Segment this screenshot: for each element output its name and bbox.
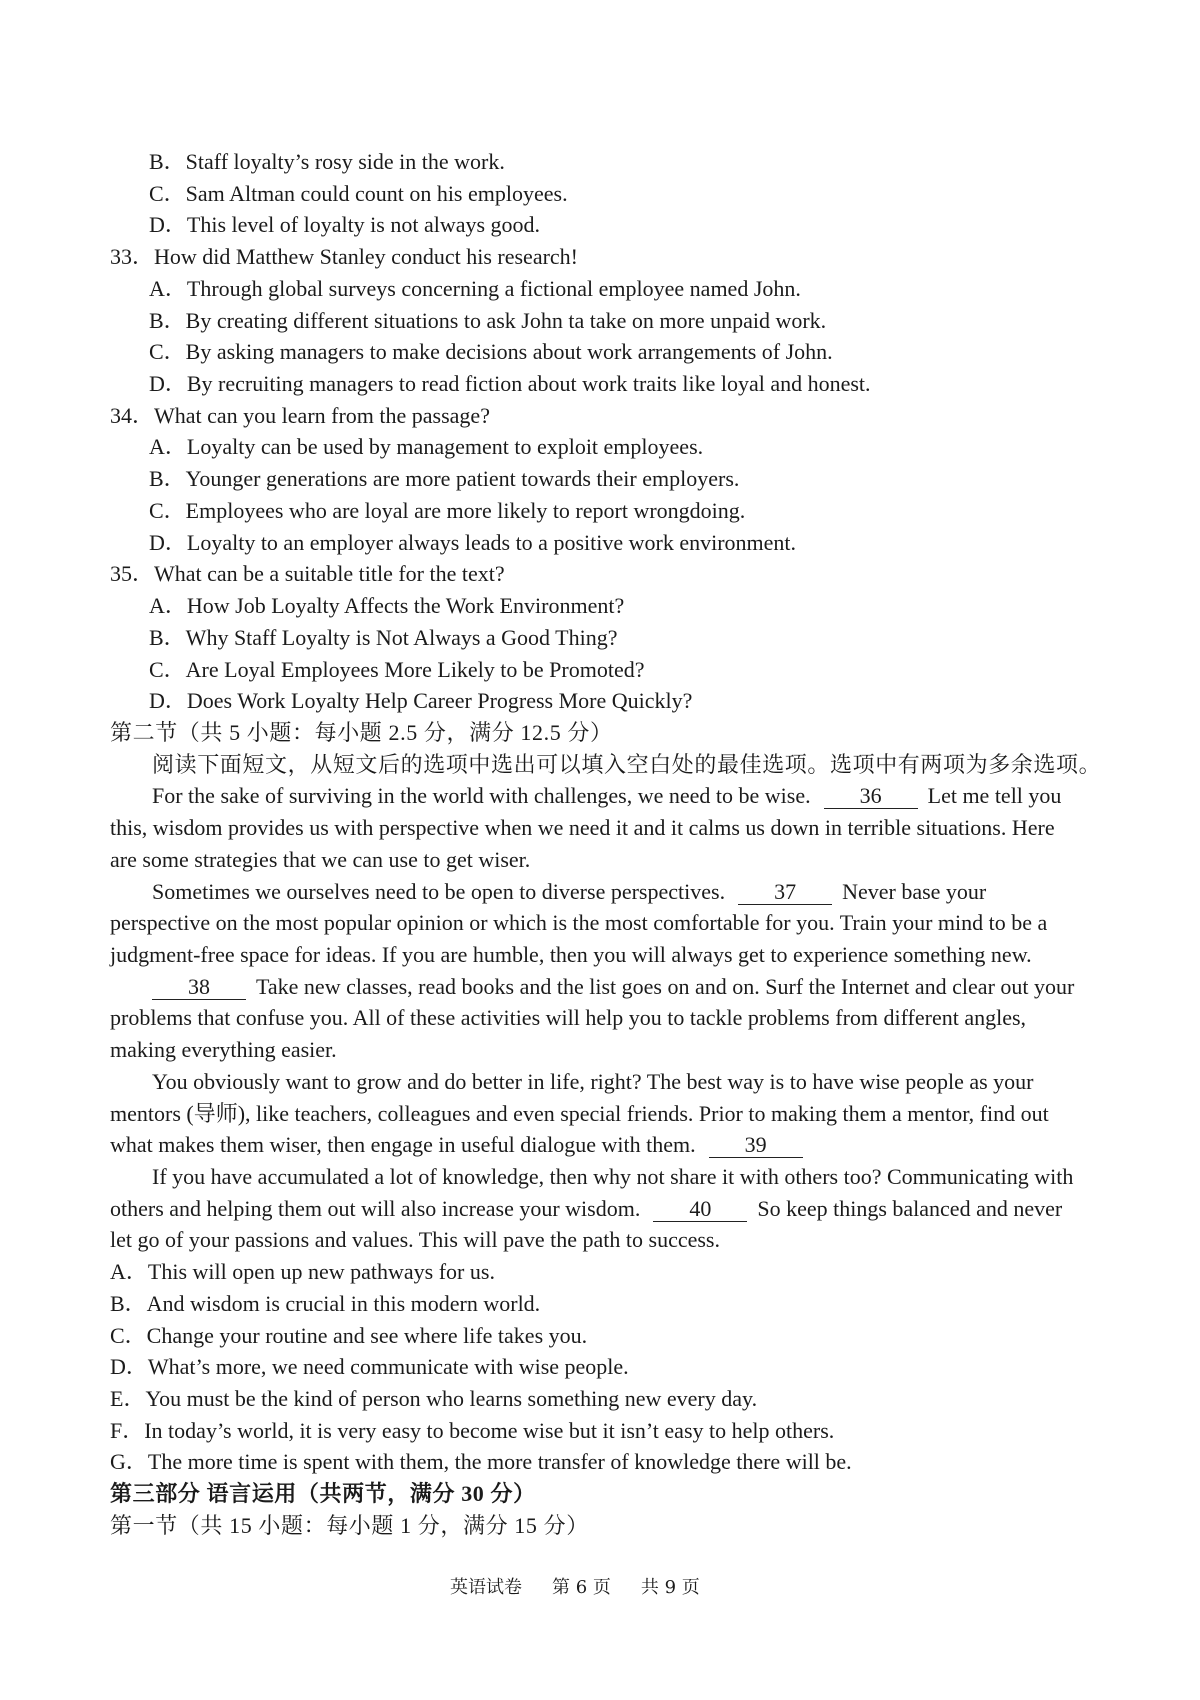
- page-footer: [450, 1576, 700, 1600]
- footer-page-number: 第 6 页: [552, 1577, 611, 1598]
- passage-line: mentors (导师), like teachers, colleagues and even special friends. Prior to making them a mentor, find out: [110, 1100, 1049, 1126]
- option-line: D．Loyalty to an employer always leads to a positive work environment.: [149, 529, 797, 555]
- passage-option: A．This will open up new pathways for us.: [110, 1259, 495, 1285]
- blank-37: 37: [738, 880, 832, 905]
- option-line: A．Through global surveys concerning a fictional employee named John.: [149, 275, 801, 301]
- passage-text: Never base your: [842, 878, 987, 904]
- option-line: A．How Job Loyalty Affects the Work Environment?: [149, 593, 625, 619]
- option-line: C．By asking managers to make decisions about work arrangements of John.: [149, 339, 833, 365]
- blank-36: 36: [824, 784, 918, 809]
- passage-line: [110, 876, 1170, 908]
- section-heading: 第一节（共 15 小题：每小题 1 分，满分 15 分）: [110, 1512, 589, 1538]
- passage-text: Take new classes, read books and the list goes on and on. Surf the Internet and clear out your: [256, 973, 1075, 999]
- passage-line: [110, 971, 1170, 1003]
- question-stem: 34．What can you learn from the passage?: [110, 402, 490, 428]
- option-line: B．Younger generations are more patient towards their employers.: [149, 466, 740, 492]
- option-line: C．Are Loyal Employees More Likely to be Promoted?: [149, 656, 645, 682]
- option-line: D．This level of loyalty is not always good.: [149, 212, 541, 238]
- option-line: B．Why Staff Loyalty is Not Always a Good Thing?: [149, 624, 618, 650]
- option-line: A．Loyalty can be used by management to exploit employees.: [149, 434, 704, 460]
- footer-page-total: 共 9 页: [640, 1577, 700, 1598]
- passage-line: [110, 780, 1170, 812]
- passage-option: D．What’s more, we need communicate with wise people.: [110, 1354, 629, 1380]
- passage-line: let go of your passions and values. This will pave the path to success.: [110, 1227, 720, 1253]
- option-line: C．Employees who are loyal are more likely to report wrongdoing.: [149, 497, 746, 523]
- passage-line: are some strategies that we can use to get wiser.: [110, 846, 531, 872]
- passage-option: E．You must be the kind of person who learns something new every day.: [110, 1386, 758, 1412]
- option-line: D．Does Work Loyalty Help Career Progress More Quickly?: [149, 688, 693, 714]
- footer-subject: 英语试卷: [450, 1577, 522, 1598]
- passage-text: Sometimes we ourselves need to be open to diverse perspectives.: [152, 878, 726, 904]
- blank-40: 40: [653, 1197, 747, 1222]
- passage-line: this, wisdom provides us with perspective when we need it and it calms us down in terrible situations. Here: [110, 815, 1055, 841]
- passage-option: C．Change your routine and see where life takes you.: [110, 1322, 588, 1348]
- passage-text: others and helping them out will also increase your wisdom.: [110, 1195, 641, 1221]
- passage-line: judgment-free space for ideas. If you are humble, then you will always get to experience something new.: [110, 941, 1032, 967]
- option-line: B．By creating different situations to ask John ta take on more unpaid work.: [149, 307, 827, 333]
- passage-line: problems that confuse you. All of these activities will help you to tackle problems from different angles,: [110, 1005, 1027, 1031]
- blank-39: 39: [709, 1133, 803, 1158]
- passage-text: For the sake of surviving in the world with challenges, we need to be wise.: [152, 783, 811, 809]
- section-heading: 第二节（共 5 小题：每小题 2.5 分，满分 12.5 分）: [110, 719, 613, 745]
- option-line: C．Sam Altman could count on his employees.: [149, 180, 568, 206]
- question-stem: 33．How did Matthew Stanley conduct his research!: [110, 244, 578, 270]
- blank-38: 38: [152, 975, 246, 1000]
- passage-text: Let me tell you: [927, 783, 1062, 809]
- section-instruction: 阅读下面短文，从短文后的选项中选出可以填入空白处的最佳选项。选项中有两项为多余选项。: [152, 751, 1102, 777]
- page-content: [110, 146, 1170, 1542]
- question-stem: 35．What can be a suitable title for the text?: [110, 561, 505, 587]
- passage-line: [110, 1129, 1170, 1161]
- passage-line: If you have accumulated a lot of knowledge, then why not share it with others too? Communicating with: [152, 1164, 1074, 1189]
- passage-line: You obviously want to grow and do better in life, right? The best way is to have wise people as your: [152, 1068, 1034, 1094]
- option-line: B．Staff loyalty’s rosy side in the work.: [149, 149, 505, 174]
- part-heading: 第三部分 语言运用（共两节，满分 30 分）: [110, 1481, 536, 1507]
- passage-text: what makes them wiser, then engage in useful dialogue with them.: [110, 1132, 696, 1158]
- option-line: D．By recruiting managers to read fiction about work traits like loyal and honest.: [149, 371, 871, 397]
- passage-text: So keep things balanced and never: [757, 1195, 1063, 1221]
- passage-option: G．The more time is spent with them, the more transfer of knowledge there will be.: [110, 1449, 852, 1475]
- passage-line: [110, 1193, 1170, 1225]
- passage-line: perspective on the most popular opinion or which is the most comfortable for you. Train your mind to be a: [110, 910, 1048, 936]
- passage-option: F．In today’s world, it is very easy to become wise but it isn’t easy to help others.: [110, 1417, 835, 1443]
- passage-option: B．And wisdom is crucial in this modern world.: [110, 1290, 541, 1316]
- passage-line: making everything easier.: [110, 1037, 337, 1063]
